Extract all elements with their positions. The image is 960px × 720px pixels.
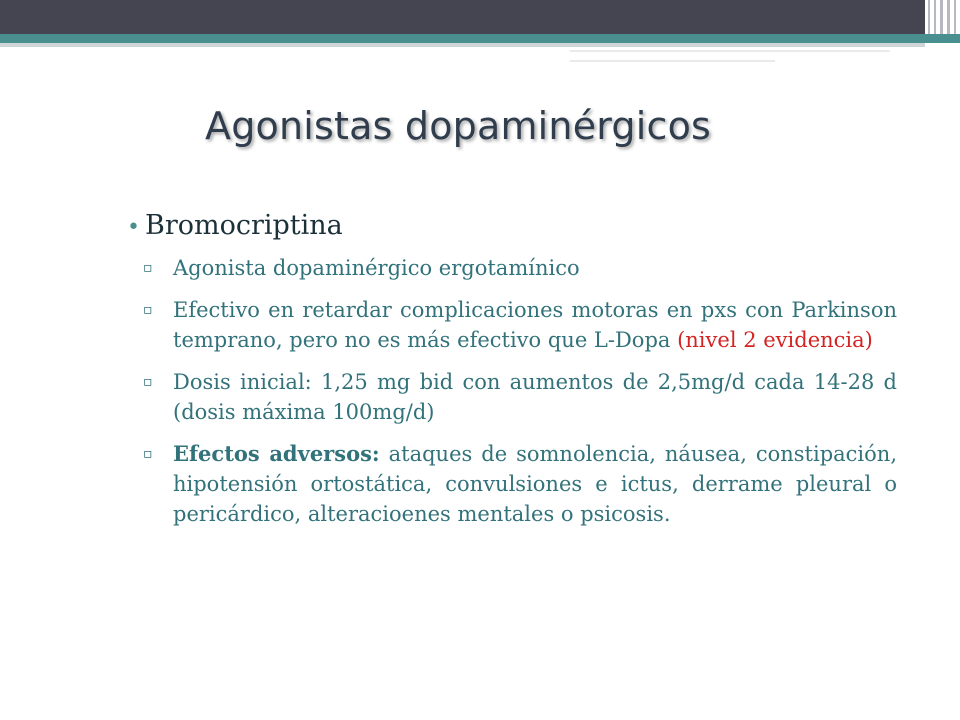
sub-bullet <box>143 253 897 283</box>
sub-bullet <box>143 367 897 427</box>
banner-stripe <box>940 0 943 34</box>
point-text: ataques de somnolencia, náusea, constipación, hipotensión ortostática, convulsiones e ictus, derrame pleural o pericárdico, alteracioenes mentales o psicosis. <box>173 442 897 526</box>
top-banner <box>0 0 960 34</box>
banner-stripe <box>928 0 930 34</box>
square-bullet-icon: ▫ <box>143 374 153 390</box>
banner-stripe <box>954 0 956 34</box>
sub-bullet-text <box>173 439 897 529</box>
divider-strip <box>0 43 925 47</box>
decorative-line <box>570 60 775 62</box>
main-bullet-text: Bromocriptina <box>145 210 343 241</box>
sub-bullet-text <box>173 295 897 355</box>
banner-stripe <box>934 0 936 34</box>
banner-stripe <box>947 0 950 34</box>
decorative-line <box>570 50 890 52</box>
sub-bullet-text: Dosis inicial: 1,25 mg bid con aumentos de 2,5mg/d cada 14-28 d (dosis máxima 100mg/d) <box>173 370 897 424</box>
point-text: Efectivo en retardar complicaciones motoras en pxs con Parkinson temprano, pero no es más efectivo que L-Dopa <box>173 298 897 352</box>
square-bullet-icon: ▫ <box>143 446 153 462</box>
slide-title: Agonistas dopaminérgicos <box>205 104 712 148</box>
square-bullet-icon: ▫ <box>143 302 153 318</box>
sub-bullet-text: Agonista dopaminérgico ergotamínico <box>173 256 580 280</box>
adverse-effects-label: Efectos adversos: <box>173 441 380 466</box>
accent-bar <box>0 34 960 43</box>
sub-bullet <box>143 439 897 529</box>
evidence-note: (nivel 2 evidencia) <box>677 328 873 352</box>
bullet-list <box>127 210 897 541</box>
square-bullet-icon: ▫ <box>143 260 153 276</box>
main-bullet <box>127 210 897 241</box>
sub-bullet <box>143 295 897 355</box>
bullet-dot-icon: • <box>127 215 140 240</box>
